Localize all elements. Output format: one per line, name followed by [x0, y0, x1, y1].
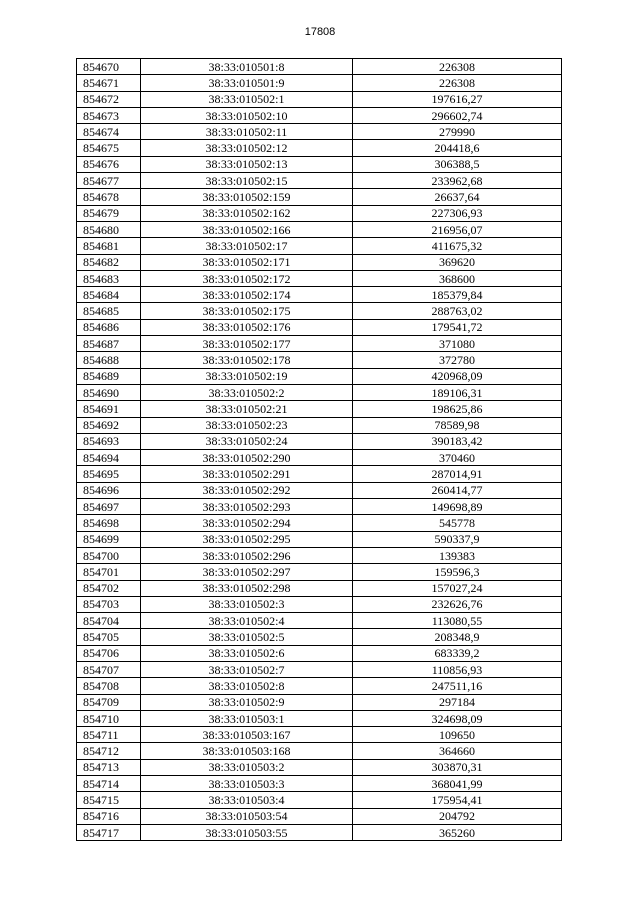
value-cell: 370460 — [353, 450, 562, 466]
table-row — [77, 287, 562, 303]
value-cell: 204418,6 — [353, 140, 562, 156]
table-row — [77, 368, 562, 384]
value-cell: 369620 — [353, 254, 562, 270]
row-number-cell: 854714 — [77, 776, 141, 792]
row-number-cell: 854698 — [77, 515, 141, 531]
value-cell: 368041,99 — [353, 776, 562, 792]
row-number-cell: 854700 — [77, 547, 141, 563]
cadastral-number-cell: 38:33:010502:24 — [141, 433, 353, 449]
value-cell: 110856,93 — [353, 661, 562, 677]
value-cell: 247511,16 — [353, 678, 562, 694]
table-row — [77, 792, 562, 808]
value-cell: 185379,84 — [353, 287, 562, 303]
row-number-cell: 854687 — [77, 336, 141, 352]
table-row — [77, 515, 562, 531]
table-row — [77, 401, 562, 417]
cadastral-number-cell: 38:33:010503:54 — [141, 808, 353, 824]
table-row — [77, 238, 562, 254]
row-number-cell: 854682 — [77, 254, 141, 270]
table-row — [77, 221, 562, 237]
table-row — [77, 645, 562, 661]
row-number-cell: 854703 — [77, 596, 141, 612]
table-row — [77, 303, 562, 319]
table-row — [77, 743, 562, 759]
row-number-cell: 854692 — [77, 417, 141, 433]
row-number-cell: 854675 — [77, 140, 141, 156]
value-cell: 226308 — [353, 59, 562, 75]
table-row — [77, 710, 562, 726]
table-row — [77, 189, 562, 205]
value-cell: 287014,91 — [353, 466, 562, 482]
cadastral-number-cell: 38:33:010502:298 — [141, 580, 353, 596]
value-cell: 204792 — [353, 808, 562, 824]
table-row — [77, 776, 562, 792]
cadastral-number-cell: 38:33:010502:297 — [141, 564, 353, 580]
value-cell: 198625,86 — [353, 401, 562, 417]
table-body — [77, 59, 562, 841]
row-number-cell: 854685 — [77, 303, 141, 319]
table-row — [77, 629, 562, 645]
row-number-cell: 854686 — [77, 319, 141, 335]
value-cell: 157027,24 — [353, 580, 562, 596]
cadastral-number-cell: 38:33:010502:177 — [141, 336, 353, 352]
value-cell: 260414,77 — [353, 482, 562, 498]
cadastral-number-cell: 38:33:010503:3 — [141, 776, 353, 792]
table-row — [77, 417, 562, 433]
cadastral-number-cell: 38:33:010503:168 — [141, 743, 353, 759]
cadastral-number-cell: 38:33:010502:172 — [141, 270, 353, 286]
table-row — [77, 107, 562, 123]
cadastral-number-cell: 38:33:010503:167 — [141, 727, 353, 743]
cadastral-number-cell: 38:33:010502:175 — [141, 303, 353, 319]
row-number-cell: 854673 — [77, 107, 141, 123]
cadastral-number-cell: 38:33:010502:10 — [141, 107, 353, 123]
table-row — [77, 336, 562, 352]
value-cell: 364660 — [353, 743, 562, 759]
table-row — [77, 596, 562, 612]
table-row — [77, 205, 562, 221]
cadastral-number-cell: 38:33:010502:23 — [141, 417, 353, 433]
value-cell: 216956,07 — [353, 221, 562, 237]
value-cell: 232626,76 — [353, 596, 562, 612]
table-row — [77, 173, 562, 189]
cadastral-number-cell: 38:33:010502:11 — [141, 124, 353, 140]
value-cell: 233962,68 — [353, 173, 562, 189]
row-number-cell: 854709 — [77, 694, 141, 710]
cadastral-number-cell: 38:33:010502:178 — [141, 352, 353, 368]
row-number-cell: 854679 — [77, 205, 141, 221]
row-number-cell: 854693 — [77, 433, 141, 449]
cadastral-number-cell: 38:33:010502:19 — [141, 368, 353, 384]
cadastral-number-cell: 38:33:010501:9 — [141, 75, 353, 91]
value-cell: 411675,32 — [353, 238, 562, 254]
row-number-cell: 854674 — [77, 124, 141, 140]
value-cell: 371080 — [353, 336, 562, 352]
table-row — [77, 319, 562, 335]
value-cell: 149698,89 — [353, 499, 562, 515]
cadastral-number-cell: 38:33:010502:15 — [141, 173, 353, 189]
cadastral-number-cell: 38:33:010502:294 — [141, 515, 353, 531]
row-number-cell: 854713 — [77, 759, 141, 775]
row-number-cell: 854691 — [77, 401, 141, 417]
value-cell: 390183,42 — [353, 433, 562, 449]
value-cell: 372780 — [353, 352, 562, 368]
cadastral-number-cell: 38:33:010502:159 — [141, 189, 353, 205]
value-cell: 113080,55 — [353, 613, 562, 629]
cadastral-number-cell: 38:33:010502:174 — [141, 287, 353, 303]
cadastral-number-cell: 38:33:010502:8 — [141, 678, 353, 694]
row-number-cell: 854706 — [77, 645, 141, 661]
table-row — [77, 450, 562, 466]
row-number-cell: 854699 — [77, 531, 141, 547]
table-row — [77, 547, 562, 563]
table-row — [77, 254, 562, 270]
row-number-cell: 854671 — [77, 75, 141, 91]
row-number-cell: 854689 — [77, 368, 141, 384]
cadastral-number-cell: 38:33:010502:166 — [141, 221, 353, 237]
value-cell: 197616,27 — [353, 91, 562, 107]
table-row — [77, 156, 562, 172]
row-number-cell: 854670 — [77, 59, 141, 75]
row-number-cell: 854694 — [77, 450, 141, 466]
value-cell: 159596,3 — [353, 564, 562, 580]
row-number-cell: 854716 — [77, 808, 141, 824]
table-row — [77, 352, 562, 368]
value-cell: 683339,2 — [353, 645, 562, 661]
row-number-cell: 854715 — [77, 792, 141, 808]
row-number-cell: 854695 — [77, 466, 141, 482]
table-row — [77, 140, 562, 156]
table-row — [77, 759, 562, 775]
value-cell: 279990 — [353, 124, 562, 140]
value-cell: 368600 — [353, 270, 562, 286]
value-cell: 109650 — [353, 727, 562, 743]
table-row — [77, 580, 562, 596]
value-cell: 139383 — [353, 547, 562, 563]
cadastral-number-cell: 38:33:010502:13 — [141, 156, 353, 172]
value-cell: 324698,09 — [353, 710, 562, 726]
table-row — [77, 808, 562, 824]
value-cell: 365260 — [353, 824, 562, 840]
value-cell: 297184 — [353, 694, 562, 710]
cadastral-number-cell: 38:33:010502:6 — [141, 645, 353, 661]
value-cell: 303870,31 — [353, 759, 562, 775]
cadastral-number-cell: 38:33:010502:1 — [141, 91, 353, 107]
cadastral-number-cell: 38:33:010503:55 — [141, 824, 353, 840]
cadastral-number-cell: 38:33:010502:293 — [141, 499, 353, 515]
table-row — [77, 564, 562, 580]
value-cell: 288763,02 — [353, 303, 562, 319]
table-row — [77, 91, 562, 107]
row-number-cell: 854705 — [77, 629, 141, 645]
cadastral-number-cell: 38:33:010503:2 — [141, 759, 353, 775]
page-number: 17808 — [304, 26, 336, 38]
table-row — [77, 499, 562, 515]
cadastral-number-cell: 38:33:010502:3 — [141, 596, 353, 612]
data-table — [76, 58, 562, 841]
row-number-cell: 854690 — [77, 384, 141, 400]
row-number-cell: 854710 — [77, 710, 141, 726]
table-row — [77, 75, 562, 91]
row-number-cell: 854707 — [77, 661, 141, 677]
value-cell: 26637,64 — [353, 189, 562, 205]
cadastral-number-cell: 38:33:010503:4 — [141, 792, 353, 808]
value-cell: 179541,72 — [353, 319, 562, 335]
table-row — [77, 59, 562, 75]
table-row — [77, 384, 562, 400]
row-number-cell: 854672 — [77, 91, 141, 107]
cadastral-number-cell: 38:33:010502:4 — [141, 613, 353, 629]
cadastral-number-cell: 38:33:010502:291 — [141, 466, 353, 482]
cadastral-number-cell: 38:33:010501:8 — [141, 59, 353, 75]
row-number-cell: 854712 — [77, 743, 141, 759]
value-cell: 189106,31 — [353, 384, 562, 400]
table-row — [77, 613, 562, 629]
row-number-cell: 854711 — [77, 727, 141, 743]
value-cell: 227306,93 — [353, 205, 562, 221]
value-cell: 545778 — [353, 515, 562, 531]
table-row — [77, 482, 562, 498]
row-number-cell: 854684 — [77, 287, 141, 303]
value-cell: 226308 — [353, 75, 562, 91]
row-number-cell: 854717 — [77, 824, 141, 840]
row-number-cell: 854680 — [77, 221, 141, 237]
row-number-cell: 854677 — [77, 173, 141, 189]
table-row — [77, 466, 562, 482]
table-row — [77, 824, 562, 840]
value-cell: 590337,9 — [353, 531, 562, 547]
row-number-cell: 854678 — [77, 189, 141, 205]
cadastral-number-cell: 38:33:010502:17 — [141, 238, 353, 254]
table-row — [77, 727, 562, 743]
cadastral-number-cell: 38:33:010502:290 — [141, 450, 353, 466]
row-number-cell: 854688 — [77, 352, 141, 368]
value-cell: 296602,74 — [353, 107, 562, 123]
row-number-cell: 854683 — [77, 270, 141, 286]
cadastral-number-cell: 38:33:010502:9 — [141, 694, 353, 710]
cadastral-number-cell: 38:33:010502:7 — [141, 661, 353, 677]
table-row — [77, 531, 562, 547]
row-number-cell: 854708 — [77, 678, 141, 694]
value-cell: 306388,5 — [353, 156, 562, 172]
value-cell: 208348,9 — [353, 629, 562, 645]
table-row — [77, 678, 562, 694]
table-row — [77, 694, 562, 710]
table-row — [77, 124, 562, 140]
value-cell: 420968,09 — [353, 368, 562, 384]
value-cell: 175954,41 — [353, 792, 562, 808]
row-number-cell: 854704 — [77, 613, 141, 629]
cadastral-number-cell: 38:33:010502:162 — [141, 205, 353, 221]
row-number-cell: 854702 — [77, 580, 141, 596]
row-number-cell: 854701 — [77, 564, 141, 580]
row-number-cell: 854681 — [77, 238, 141, 254]
cadastral-number-cell: 38:33:010502:21 — [141, 401, 353, 417]
cadastral-number-cell: 38:33:010502:295 — [141, 531, 353, 547]
row-number-cell: 854697 — [77, 499, 141, 515]
table-row — [77, 433, 562, 449]
cadastral-number-cell: 38:33:010502:2 — [141, 384, 353, 400]
cadastral-number-cell: 38:33:010502:5 — [141, 629, 353, 645]
cadastral-number-cell: 38:33:010502:292 — [141, 482, 353, 498]
row-number-cell: 854696 — [77, 482, 141, 498]
row-number-cell: 854676 — [77, 156, 141, 172]
cadastral-number-cell: 38:33:010502:296 — [141, 547, 353, 563]
value-cell: 78589,98 — [353, 417, 562, 433]
cadastral-number-cell: 38:33:010502:171 — [141, 254, 353, 270]
cadastral-number-cell: 38:33:010502:176 — [141, 319, 353, 335]
table-row — [77, 661, 562, 677]
cadastral-number-cell: 38:33:010502:12 — [141, 140, 353, 156]
cadastral-number-cell: 38:33:010503:1 — [141, 710, 353, 726]
table-row — [77, 270, 562, 286]
